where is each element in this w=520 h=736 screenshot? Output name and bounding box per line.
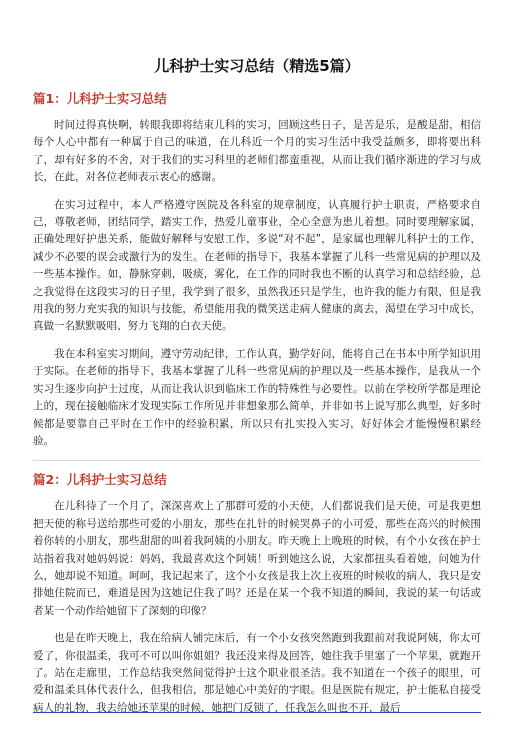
section-1 <box>33 90 481 450</box>
section-heading: 篇1：儿科护士实习总结 <box>33 91 167 106</box>
section-heading: 篇2：儿科护士实习总结 <box>33 472 167 488</box>
paragraph: 我在本科室实习期间，遵守劳动纪律，工作认真，勤学好问，能将自己在书本中所学知识用于实际。在老师的指导下，我基本掌握了儿科一些常见病的护理以及一些基本操作，是我从一个实习生逐步向护士过度，从而让我认识到临床工作的特殊性与必要性。以前在学校所学都是理论上的，现在接触临床才发现实际工作所见并非想象那么简单，并非如书上说写那么典型，好多时候都是要靠自己平时在工作中的经验积累，所以只有扎实投入实习，好好体会才能慢慢积累经验。 <box>33 347 481 447</box>
section-2 <box>33 471 481 717</box>
footer-rule <box>33 712 481 713</box>
paragraph: 在实习过程中，本人严格遵守医院及各科室的规章制度，认真履行护士职责，严格要求自己，尊敬老师，团结同学，踏实工作，热爱儿童事业，全心全意为患儿着想。同时要理解家属，正确处理好护患关系，能做好解释与安慰工作，多说“对不起”，是家属也理解儿科护士的工作，减少不必要的误会或激行为的发生。在老师的指导下，我基本掌握了儿科一些常见病的护理以及一些基本操作。如，静脉穿刺，吸痰，雾化，在工作的同时我也不断的认真学习和总结经验，总之我觉得在这段实习的日子里，我学到了很多，虽然我还只是学生，也许我的能力有限，但是我用我的努力充实我的知识与技能，希望能用我的微笑送走病人健康的离去，渴望在学习中成长，真做一名默默吸唱、努力飞翔的白衣天使。 <box>33 198 481 333</box>
document-title: 儿科护士实习总结（精选5篇） <box>154 57 360 75</box>
paragraph: 也是在昨天晚上，我在给病人铺完床后，有一个小女孩突然跑到我跟前对我说阿姨，你太可爱了，你很温柔，我可不可以叫你姐姐？我还没来得及回答，她往我手里塞了一个苹果，就跑开了。站在走廊里，工作总结我突然间觉得护士这个职业很圣洁。我不知道在一个孩子的眼里，可爱和温柔具体代表什么，但我相信，那是她心中美好的字眼。但是医院有规定，护士能私自接受病人的礼物，我去给她还苹果的时候，她把门反锁了，任我怎么叫也不开，最后 <box>33 632 481 714</box>
paragraph: 在儿科待了一个月了，深深喜欢上了那群可爱的小天使，人们都说我们是天使，可是我更想把天使的称号送给那些可爱的小朋友，那些在扎针的时候哭鼻子的小可爱，那些在高兴的时候围着你转的小朋友，那些甜甜的叫着我阿姨的小朋友。昨天晚上上晚班的时候，有个小女孩在护士站指着我对她妈妈说：妈妈，我最喜欢这个阿姨！听到她这么说，大家都扭头看着她，问她为什么，她却说不知道。呵呵，我记起来了，这个小女孩是我上次上夜班的时候收的病人，我只是安排她住院而已，难道是因为这她记住我了吗？还是在某一个我不知道的瞬间，我说的某一句话或者某一个动作给她留下了深刻的印像？ <box>33 500 481 617</box>
paragraph: 时间过得真快啊，转眼我即将结束儿科的实习，回顾这些日子，是苦是乐，是酸是甜，相信每个人心中都有一种属于自己的味道，在儿科近一个月的实习生活中我受益颇多，即将要出科了，却有好多的不舍，对于我们的实习科里的老师们都蛮重视，从而让我们循序渐进的学习与成长，在此，对各位老师表示衷心的感谢。 <box>33 119 481 184</box>
section-divider <box>33 460 481 461</box>
